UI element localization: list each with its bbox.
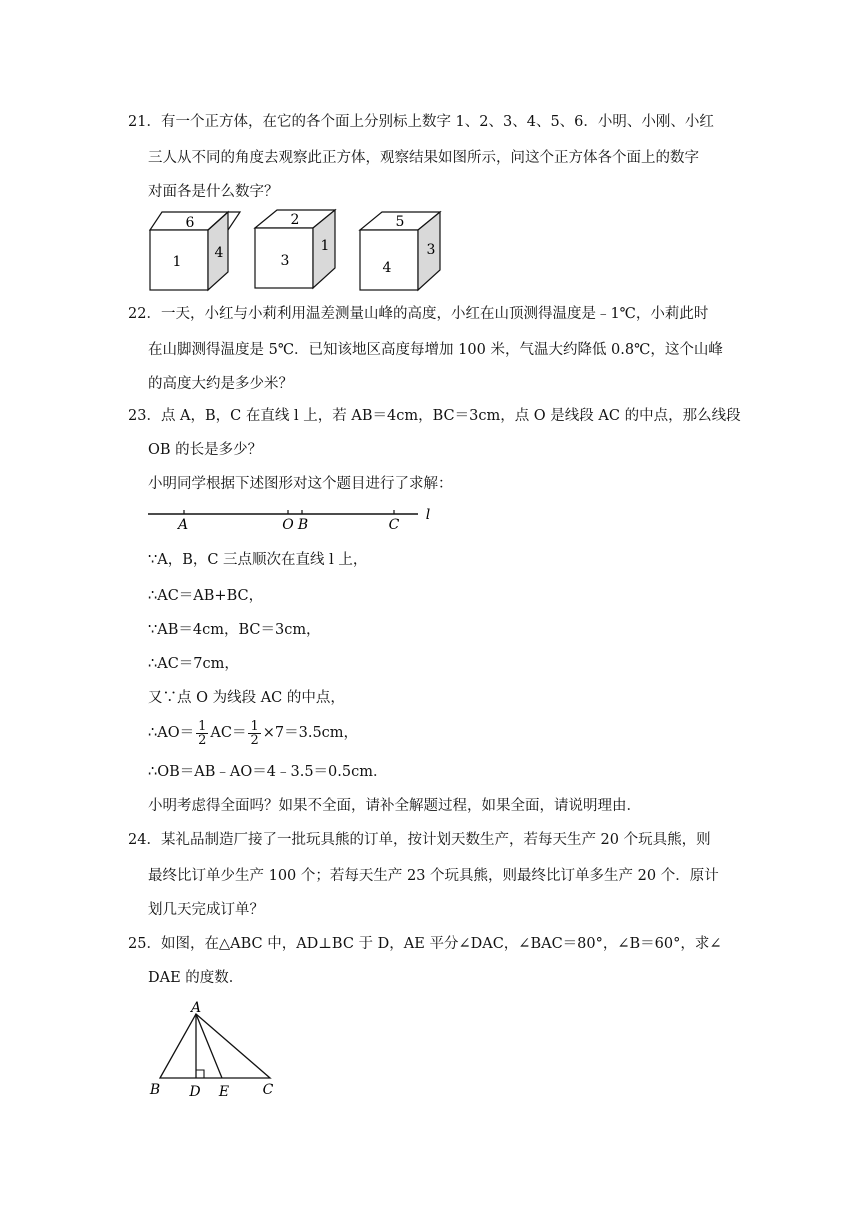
point-b-label: B xyxy=(297,517,309,533)
q24-line-2: 最终比订单少生产 100 个；若每天生产 23 个玩具熊，则最终比订单多生产 20 个．原计 xyxy=(148,868,719,884)
cube-1-front: 1 xyxy=(172,254,182,270)
solution-step-3: ∵AB＝4cm，BC＝3cm， xyxy=(148,622,321,638)
point-a-label: A xyxy=(177,517,189,533)
cube-2 xyxy=(255,210,335,288)
cube-views-figure xyxy=(146,208,446,294)
vertex-b-label: B xyxy=(149,1082,161,1098)
triangle-figure xyxy=(144,1000,284,1104)
triangle-abc xyxy=(160,1014,270,1078)
cube-1 xyxy=(150,212,240,290)
q23-line-2: OB 的长是多少？ xyxy=(148,442,263,458)
solution-step-2: ∴AC＝AB+BC， xyxy=(148,588,264,604)
q24-line-1: 24．某礼品制造厂接了一批玩具熊的订单，按计划天数生产，若每天生产 20 个玩具熊，则 xyxy=(128,832,711,848)
cube-2-top: 2 xyxy=(290,212,300,228)
vertex-c-label: C xyxy=(262,1082,274,1098)
cube-3 xyxy=(360,212,440,290)
cube-1-side: 4 xyxy=(214,245,224,261)
q21-line-1: 21．有一个正方体，在它的各个面上分别标上数字 1、2、3、4、5、6．小明、小刚、小红 xyxy=(128,114,714,130)
solution-step-6: ∴AO＝ $\frac{1}{2}$ AC＝ $\frac{1}{2}$ ×7＝3.5cm， xyxy=(148,718,359,748)
cube-3-front: 4 xyxy=(382,260,392,276)
q23-line-1: 23．点 A，B，C 在直线 l 上，若 AB＝4cm，BC＝3cm，点 O 是线段 AC 的中点，那么线段 xyxy=(128,408,741,424)
vertex-a-label: A xyxy=(190,1000,202,1016)
cube-1-top: 6 xyxy=(185,215,195,231)
segment-figure xyxy=(146,502,446,534)
q23-closing: 小明考虑得全面吗？如果不全面，请补全解题过程，如果全面，请说明理由． xyxy=(148,798,641,814)
cube-3-top: 5 xyxy=(395,214,405,230)
cube-2-side: 1 xyxy=(320,238,330,254)
point-e-label: E xyxy=(218,1084,230,1100)
solution-step-1: ∵A，B，C 三点顺次在直线 l 上， xyxy=(148,552,368,568)
q22-line-3: 的高度大约是多少米？ xyxy=(148,376,293,392)
point-o-label: O xyxy=(282,517,294,533)
q22-line-2: 在山脚测得温度是 5℃．已知该地区高度每增加 100 米，气温大约降低 0.8℃，这个山峰 xyxy=(148,342,723,358)
cube-2-front: 3 xyxy=(280,253,290,269)
solution-step-7: ∴OB＝AB﹣AO＝4﹣3.5＝0.5cm． xyxy=(148,764,388,780)
q23-line-3: 小明同学根据下述图形对这个题目进行了求解： xyxy=(148,476,453,492)
point-c-label: C xyxy=(388,517,400,533)
fraction-one-half: $\frac{1}{2}$ xyxy=(198,718,207,748)
q25-line-2: DAE 的度数． xyxy=(148,970,244,986)
line-l-label: l xyxy=(425,507,431,523)
q21-line-2: 三人从不同的角度去观察此正方体，观察结果如图所示，问这个正方体各个面上的数字 xyxy=(148,150,699,166)
q25-line-1: 25．如图，在△ABC 中，AD⊥BC 于 D，AE 平分∠DAC，∠BAC＝80°，∠B＝60°，求∠ xyxy=(128,936,722,952)
q22-line-1: 22．一天，小红与小莉利用温差测量山峰的高度，小红在山顶测得温度是﹣1℃，小莉此时 xyxy=(128,306,709,322)
solution-step-5: 又∵点 O 为线段 AC 的中点， xyxy=(148,690,345,706)
q24-line-3: 划几天完成订单？ xyxy=(148,902,264,918)
solution-step-4: ∴AC＝7cm， xyxy=(148,656,239,672)
right-angle-mark xyxy=(196,1070,204,1078)
bisector-ae xyxy=(196,1014,222,1078)
fraction-one-half-2: $\frac{1}{2}$ xyxy=(250,718,259,748)
cube-3-side: 3 xyxy=(426,242,436,258)
q21-line-3: 对面各是什么数字？ xyxy=(148,184,279,200)
point-d-label: D xyxy=(189,1084,201,1100)
